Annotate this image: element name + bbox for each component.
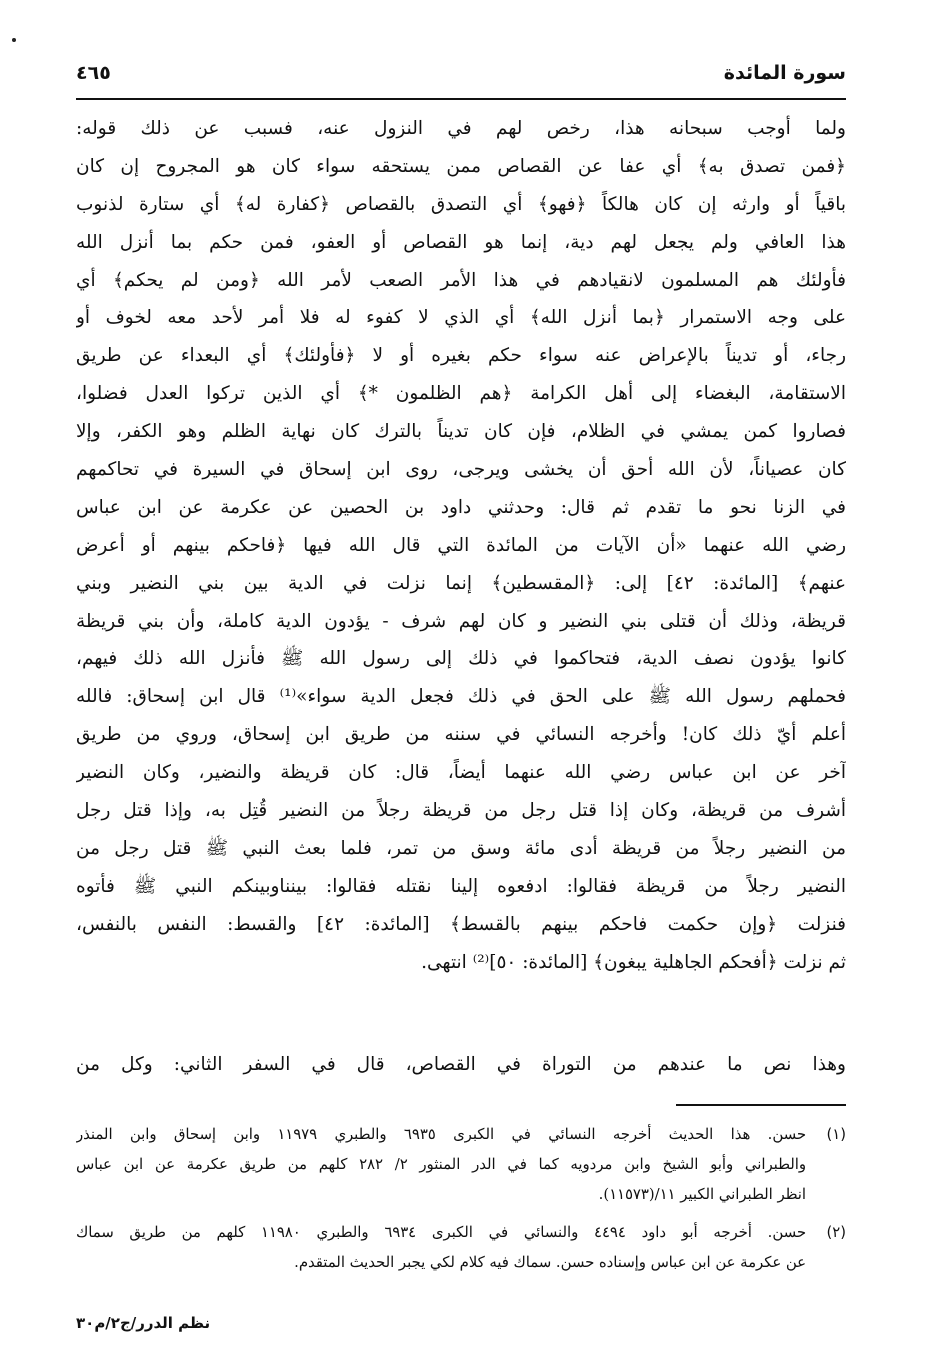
footnotes: [76, 1120, 846, 1286]
text-line: ثم نزلت ﴿أفحكم الجاهلية يبغون﴾ [المائدة: ٥٠]⁽²⁾ انتهى.: [421, 951, 846, 973]
page-header: [76, 58, 846, 100]
text-line: رضي الله عنهما «أن الآيات من المائدة التي قال الله فيها ﴿فاحكم بينهم أو أعرض: [76, 534, 846, 556]
text-line: قريظة، وذلك أن قتلى بني النضير و كان لهم شرف - يؤدون الدية كاملة، وأن بني قريظة: [76, 610, 846, 632]
text-line: فنزلت ﴿وإن حكمت فاحكم بينهم بالقسط﴾ [المائدة: ٤٢] والقسط: النفس بالنفس،: [76, 913, 846, 935]
text-line: أشرف من قريظة، وكان إذا قتل رجل من قريظة رجلاً من النضير قُتِل به، وإذا قتل رجل: [76, 800, 846, 822]
text-line: ﴿فمن تصدق به﴾ أي عفا عن القصاص ممن يستحقه سواء كان هو المجروح إن كان: [76, 155, 846, 177]
footnote-line: عن عكرمة عن ابن عباس وإسناده حسن. سماك فيه كلام لكي يجبر الحديث المتقدم.: [294, 1254, 806, 1271]
main-text: [76, 110, 846, 981]
surah-title: سورة المائدة: [723, 62, 846, 84]
text-line: عنهم﴾ [المائدة: ٤٢] إلى: ﴿المقسطين﴾ إنما نزلت في الدية بين بني النضير وبني: [76, 572, 846, 594]
closing-paragraph: وهذا نص ما عندهم من التوراة في القصاص، قال في السفر الثاني: وكل من: [76, 1054, 846, 1075]
footnote-1: [76, 1120, 846, 1210]
text-line: كان عصياناً، لأن الله أحق أن يخشى ويرجى، روى ابن إسحاق في السيرة في تحاكمهم: [76, 459, 846, 481]
footnote-line: حسن. أخرجه أبو داود ٤٤٩٤ والنسائي في الكبرى ٦٩٣٤ والطبري ١١٩٨٠ كلهم من طريق سماك: [76, 1224, 806, 1241]
text-line: كانوا يؤدون نصف الدية، فتحاكموا في ذلك إلى رسول الله ﷺ فأنزل الله ذلك فيهم،: [76, 648, 846, 670]
text-line: فأولئك هم المسلمون لانقيادهم في هذا الأمر الصعب لأمر الله ﴿ومن لم يحكم﴾ أي: [76, 269, 846, 291]
text-line: أعلم أيّ ذلك كان! وأخرجه النسائي في سننه من طريق ابن إسحاق، وروي من طريق: [76, 724, 846, 746]
text-line: من النضير رجلاً من قريظة أدى مائة وسق من تمر، فلما بعث النبي ﷺ قتل رجل من: [76, 837, 846, 859]
footnote-line: انظر الطبراني الكبير ١١/(١١٥٧٣).: [598, 1186, 806, 1203]
text-line: النضير رجلاً من قريظة فقالوا: ادفعوه إلينا نقتله فقالوا: بينناوبينكم النبي ﷺ فأتوه: [76, 875, 846, 897]
text-line: رجاء، أو تديناً بالإعراض عنه سواء حكم بغيره أو لا ﴿فأولئك﴾ أي البعداء عن طريق: [76, 345, 846, 367]
footnote-divider: [676, 1104, 846, 1106]
scan-speck: [12, 38, 16, 42]
text-line: الاستقامة، البغضاء إلى أهل الكرامة ﴿هم الظلمون *﴾ أي الذين تركوا العدل فضلوا،: [76, 383, 846, 405]
text-line: فصاروا كمن يمشي في الظلام، فإن كان تديناً بالترك كان نهاية الظلم وهو الكفر، وإلا: [76, 421, 846, 443]
footnote-number: (١): [826, 1126, 846, 1143]
text-line: هذا العافي ولم يجعل لهم دية، إنما هو القصاص أو العفو، فمن حكم بما أنزل الله: [76, 231, 846, 253]
text-line: باقياً أو وارثه إن كان هالكاً ﴿فهو﴾ أي التصدق بالقصاص ﴿كفارة له﴾ أي ستارة لذنوب: [76, 193, 846, 215]
footnote-2: [76, 1218, 846, 1278]
page-number: ٤٦٥: [76, 62, 111, 84]
page-footer-signature: نظم الدرر/ج٢/م٣٠: [76, 1314, 211, 1332]
text-line: فحملهم رسول الله ﷺ على الحق في ذلك فجعل الدية سواء»⁽¹⁾ قال ابن إسحاق: فالله: [76, 686, 846, 708]
text-line: ولما أوجب سبحانه هذا، رخص لهم في النزول عنه، فسبب عن ذلك قوله:: [76, 118, 846, 139]
text-line: على وجه الاستمرار ﴿بما أنزل الله﴾ أي الذي لا كفوء له فلا أمر لأحد معه لخوف أو: [76, 307, 846, 329]
footnote-line: حسن. هذا الحديث أخرجه النسائي في الكبرى ٦٩٣٥ والطبري ١١٩٧٩ وابن إسحاق وابن المنذر: [76, 1126, 806, 1143]
text-line: آخر عن ابن عباس رضي الله عنهما أيضاً، قال: كان قريظة والنضير، وكان النضير: [76, 762, 846, 784]
footnote-number: (٢): [826, 1224, 846, 1241]
text-line: في الزنا نحو ما تقدم ثم قال: وحدثني داود بن الحصين عن عكرمة عن ابن عباس: [76, 496, 846, 518]
footnote-line: والطبراني وأبو الشيخ وابن مردويه كما في الدر المنثور ٢/ ٢٨٢ كلهم من طريق عكرمة عن ابن عباس: [76, 1156, 806, 1173]
